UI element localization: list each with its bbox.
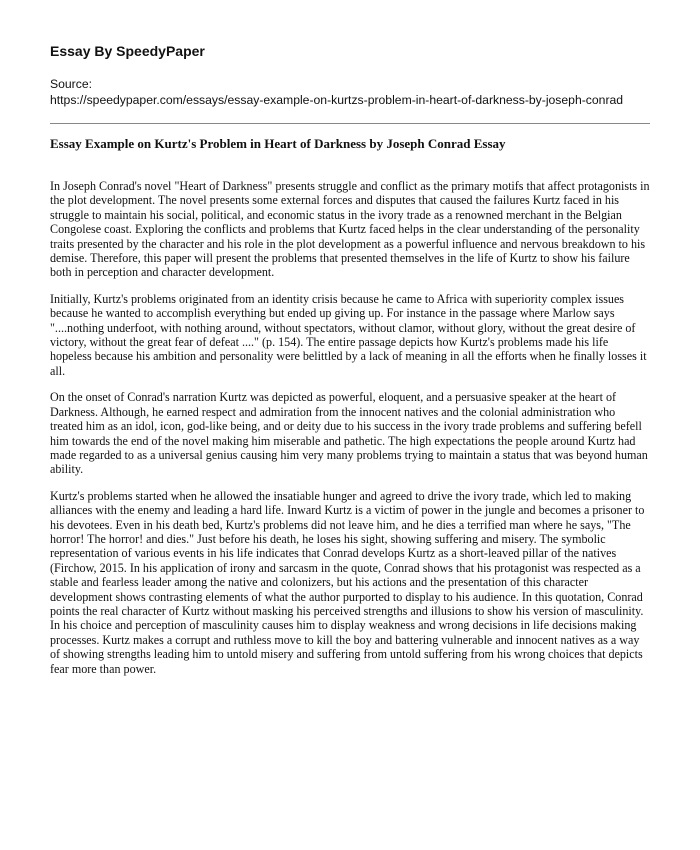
source-label: Source: (50, 77, 93, 91)
essay-author-heading: Essay By SpeedyPaper (50, 43, 205, 59)
source-link[interactable]: https://speedypaper.com/essays/essay-example-on-kurtzs-problem-in-heart-of-darkness-by-joseph-conrad (50, 93, 624, 107)
paragraph-1: In Joseph Conrad's novel "Heart of Darkness" presents struggle and conflict as the primary motifs that affect protagonists in the plot development. The novel presents some external forces and disputes that caused the failures Kurtz faced in his struggle to maintain his social, political, and economic status in the ivory trade as a renowned merchant in the Belgian Congolese coast. Exploring the conflicts and problems that Kurtz faced helps in the clear understanding of the personality traits presented by the character and his role in the plot development as a powerful influence and nervous breakdown to his demise. Therefore, this paper will present the problems that presented themselves in the life of Kurtz to show his failure both in perception and character development. (50, 179, 650, 280)
essay-title: Essay Example on Kurtz's Problem in Heart of Darkness by Joseph Conrad Essay (50, 136, 506, 151)
divider (50, 123, 650, 124)
paragraph-4: Kurtz's problems started when he allowed the insatiable hunger and agreed to drive the ivory trade, which led to making alliances with the enemy and leading a hard life. Inward Kurtz is a victim of power in the jungle and becomes a prisoner to his devotees. Even in his death bed, Kurtz's problems did not leave him, and he dies a terrified man where he says, "The horror! The horror! and dies." Just before his death, he loses his sight, showing suffering and misery. The symbolic representation of various events in his life indicates that Conrad develops Kurtz as a short-leaved pillar of the natives (Firchow, 2015. In his application of irony and sarcasm in the quote, Conrad shows that his protagonist was respected as a stable and fearless leader among the native and colonizers, but his actions and the presentation of this character development shows contrasting elements of what the author purported to display to his audience. In this quotation, Conrad points the real character of Kurtz without masking his perceived strengths and illusions to show his version of masculinity. In his choice and perception of masculinity causes him to display weakness and wrong decisions in life decisions making processes. Kurtz makes a corrupt and ruthless move to kill the boy and battering vulnerable and innocent natives as a way of showing strengths leading him to untold misery and suffering from untold suffering from his wrong choices that depicts fear more than power. (50, 488, 645, 676)
source-block (50, 76, 650, 108)
paragraph-2: Initially, Kurtz's problems originated from an identity crisis because he came to Africa with superiority complex issues because he wanted to accomplish everything but ended up giving up. For instance in the passage where Marlow says "....nothing underfoot, with nothing around, without spectators, without clamor, without glory, without the great desire of victory, without the great fear of defeat ...." (p. 154). The entire passage depicts how Kurtz's problems made his life hopeless because his ambition and personality were belittled by a lack of meaning in all the efforts when he finally losses it all. (50, 291, 647, 378)
paragraph-3: On the onset of Conrad's narration Kurtz was depicted as powerful, eloquent, and a persuasive speaker at the heart of Darkness. Although, he earned respect and admiration from the innocent natives and the colonial administration who treated him as an idol, icon, god-like being, and or deity due to his success in the ivory trade problems and suffering befell him towards the end of the novel making him miserable and pathetic. The high expectations the people around Kurtz had made regarded to as a universal genius causing him very many problems trying to maintain a status that was beyond human ability. (50, 390, 648, 477)
essay-body (50, 179, 650, 676)
